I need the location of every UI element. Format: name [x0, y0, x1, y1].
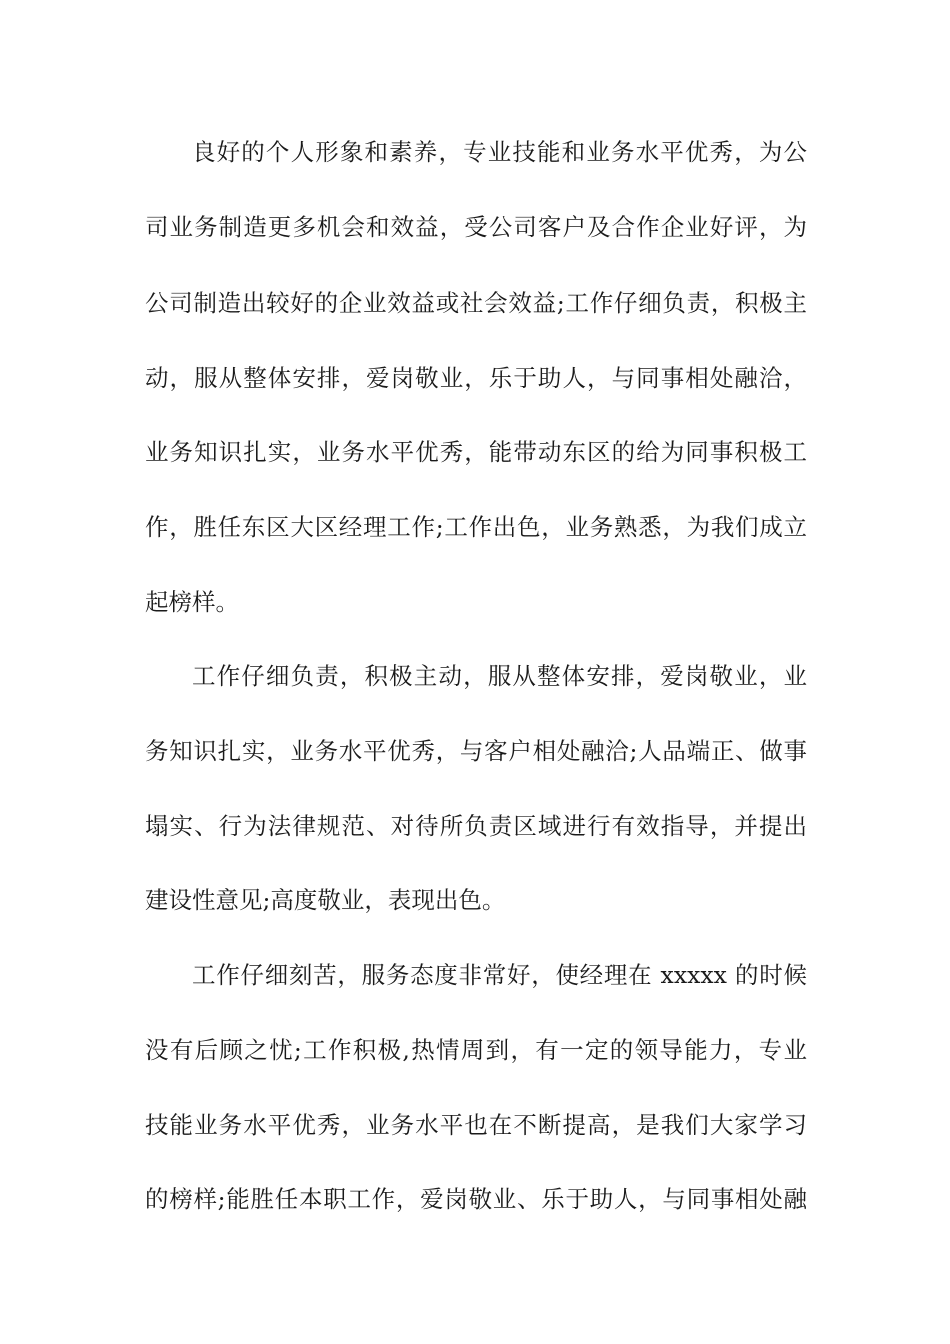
paragraph-1-line-5: 业务知识扎实，业务水平优秀，能带动东区的给为同事积极工 — [145, 438, 807, 466]
paragraph-2-line-4: 建设性意见;高度敬业，表现出色。 — [145, 886, 506, 914]
paragraph-1-line-4: 动，服从整体安排，爱岗敬业，乐于助人，与同事相处融洽， — [145, 364, 807, 392]
paragraph-3-line-2: 没有后顾之忧;工作积极,热情周到，有一定的领导能力，专业 — [145, 1036, 807, 1064]
paragraph-1-line-3: 公司制造出较好的企业效益或社会效益;工作仔细负责，积极主 — [145, 289, 807, 317]
paragraph-1-line-7: 起榜样。 — [145, 588, 239, 616]
paragraph-1-line-1: 良好的个人形象和素养，专业技能和业务水平优秀，为公 — [192, 138, 807, 166]
paragraph-2-line-2: 务知识扎实，业务水平优秀，与客户相处融洽;人品端正、做事 — [145, 737, 807, 765]
paragraph-1-line-6: 作，胜任东区大区经理工作;工作出色，业务熟悉，为我们成立 — [145, 513, 807, 541]
paragraph-2-line-1: 工作仔细负责，积极主动，服从整体安排，爱岗敬业，业 — [192, 662, 807, 690]
paragraph-1-line-2: 司业务制造更多机会和效益，受公司客户及合作企业好评，为 — [145, 213, 807, 241]
paragraph-2-line-3: 塌实、行为法律规范、对待所负责区域进行有效指导，并提出 — [145, 812, 807, 840]
paragraph-3-line-1: 工作仔细刻苦，服务态度非常好，使经理在 xxxxx 的时候 — [192, 961, 807, 989]
paragraph-3-line-3: 技能业务水平优秀，业务水平也在不断提高，是我们大家学习 — [145, 1111, 807, 1139]
paragraph-3-line-4: 的榜样;能胜任本职工作，爱岗敬业、乐于助人，与同事相处融 — [145, 1185, 807, 1213]
